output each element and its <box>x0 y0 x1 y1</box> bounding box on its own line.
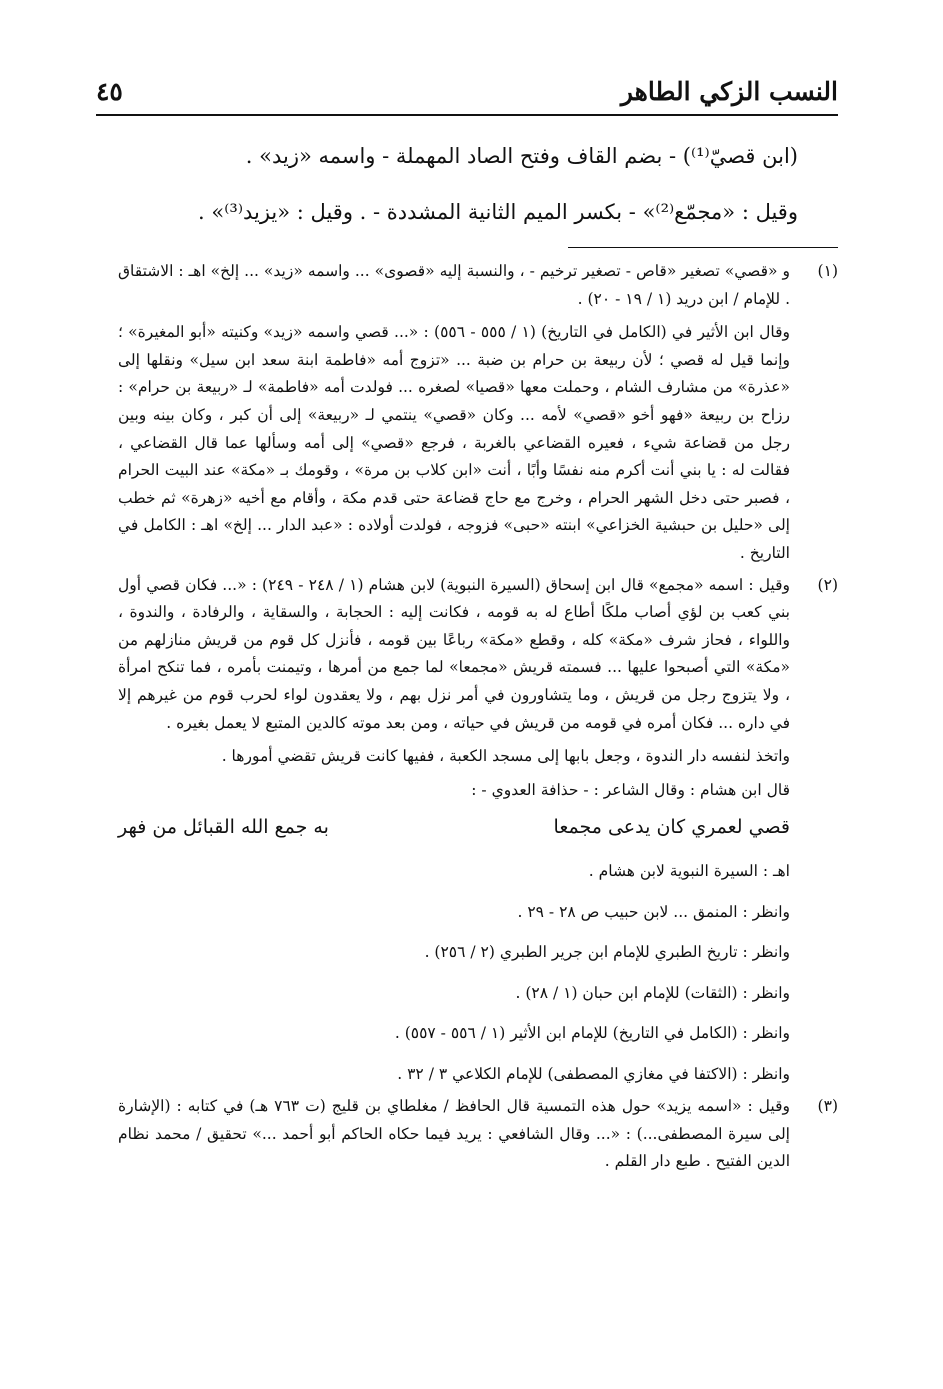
running-header <box>96 68 838 116</box>
footnote-paragraph: وقال ابن الأثير في (الكامل في التاريخ) (١ / ٥٥٥ - ٥٥٦) : «... قصي واسمه «زيد» وكنيته «أبو المغيرة» ؛ وإنما قيل له قصي ؛ لأن ربيعة بن حرام بن ضبة ... «تزوج أمه «فاطمة ابنة سعد ابن سيل» ونقلها إلى «عذرة» من مشارف الشام ، وحملت معها «قصيا» لصغره ... فولدت أمه «فاطمة» لـ «ربيعة بن حرام» : رزاح بن ربيعة «فهو أخو «قصي» لأمه ... وكان «قصي» ينتمي لـ «ربيعة» إلى أن كبر ، وكان بينه وبين رجل من قضاعة شيء ، فعيره القضاعي بالغربة ، فرجع «قصي» إلى أمه وسألها عما قال القضاعي ، فقالت له : يا بني أنت أكرم منه نفسًا وأبًا ، أنت «ابن كلاب بن مرة» ، وقومك بـ «مكة» عند البيت الحرام ، فصبر حتى دخل الشهر الحرام ، وخرج مع حاج قضاعة حتى قدم مكة ، وأقام مع أخيه «زهرة» ثم خطب إلى «حليل بن حبشية الخزاعي» ابنته «حبى» فزوجه ، فولدت أولاده : «عبد الدار ... إلخ» اهـ : الكامل في التاريخ . <box>118 323 790 562</box>
reference-line: اهـ : السيرة النبوية لابن هشام . <box>588 862 790 881</box>
reference-line: وانظر : تاريخ الطبري للإمام ابن جرير الطبري (٢ / ٢٥٦) . <box>424 943 790 962</box>
footnote-1 <box>118 258 838 568</box>
book-title: النسب الزكي الطاهر <box>620 76 838 106</box>
footnote-paragraph: قال ابن هشام : وقال الشاعر : - حذافة العدوي - : <box>471 780 790 799</box>
footnote-number: (٣) <box>817 1097 838 1116</box>
verse-first-hemistich: قصي لعمري كان يدعى مجمعا <box>553 816 790 839</box>
page-number: ٤٥ <box>96 76 123 106</box>
main-text <box>140 128 798 240</box>
reference-line: وانظر : (الاكتفا في مغازي المصطفى) للإمام الكلاعي ٣ / ٣٢ . <box>397 1064 790 1083</box>
footnote-2 <box>118 572 838 1092</box>
footnote-paragraph: وقيل : «اسمه يزيد» حول هذه التمسية قال الحافظ / مغلطاي بن قليج (ت ٧٦٣ هـ) في كتابه : (الإشارة إلى سيرة المصطفى...) : «... وقال الشافعي : يريد فيما حكاه الحاكم أبو أحمد ...» تحقيق / محمد نظام الدين الفتيح . طبع دار القلم . <box>118 1097 790 1171</box>
reference-line: وانظر : المنمق ... لابن حبيب ص ٢٨ - ٢٩ . <box>517 902 790 921</box>
verse-second-hemistich: به جمع الله القبائل من فهر <box>118 816 329 839</box>
main-line-2: وقيل : «مجمّع⁽²⁾» - بكسر الميم الثانية المشددة - . وقيل : «يزيد⁽³⁾» . <box>198 200 798 224</box>
footnote-paragraph: وقيل : اسمه «مجمع» قال ابن إسحاق (السيرة النبوية) لابن هشام (١ / ٢٤٨ - ٢٤٩) : «... فكان قصي أول بني كعب بن لؤي أصاب ملكًا أطاع له به قومه ، فكانت إليه : الحجابة ، والسقاية ، والرفادة ، والندوة ، واللواء ، فحاز شرف «مكة» كله ، وقطع «مكة» رباعًا بين قومه ، فأنزل كل قوم من قريش منازلهم من «مكة» التي أصبحوا عليها ... فسمته قريش «مجمعا» لما جمع من أمرها ، وتيمنت بأمره ، فما تنكح امرأة ، ولا يتزوج رجل من قريش ، وما يتشاورون في أمر نزل بهم ، ولا يعقدون لواء لحرب قوم من غيرهم إلا في داره ... فكان أمره في قومه من قريش في حياته ، ومن بعد موته كالدين المتبع لا يعمل بغيره . <box>118 575 791 732</box>
footnote-number: (١) <box>817 262 838 280</box>
footnote-paragraph: و «قصي» تصغير «قاص - تصغير ترخيم - ، والنسبة إليه «قصوى» ... واسمه «زيد» ... إلخ» اهـ : الاشتقاق . للإمام / ابن دريد (١ / ١٩ - ٢٠) . <box>118 262 790 308</box>
footnote-3 <box>118 1093 838 1176</box>
footnotes <box>118 258 838 1176</box>
reference-line: وانظر : (الثقات) للإمام ابن حبان (١ / ٢٨) . <box>515 983 790 1002</box>
footnote-separator <box>568 247 838 248</box>
footnote-paragraph: واتخذ لنفسه دار الندوة ، وجعل بابها إلى مسجد الكعبة ، ففيها كانت قريش تقضي أمورها . <box>221 747 790 766</box>
footnote-number: (٢) <box>817 575 838 594</box>
poem-verse <box>118 808 790 846</box>
main-line-1: (ابن قصيّ⁽¹⁾) - بضم القاف وفتح الصاد المهملة - واسمه «زيد» . <box>245 144 798 168</box>
reference-line: وانظر : (الكامل في التاريخ) للإمام ابن الأثير (١ / ٥٥٦ - ٥٥٧) . <box>394 1024 790 1043</box>
